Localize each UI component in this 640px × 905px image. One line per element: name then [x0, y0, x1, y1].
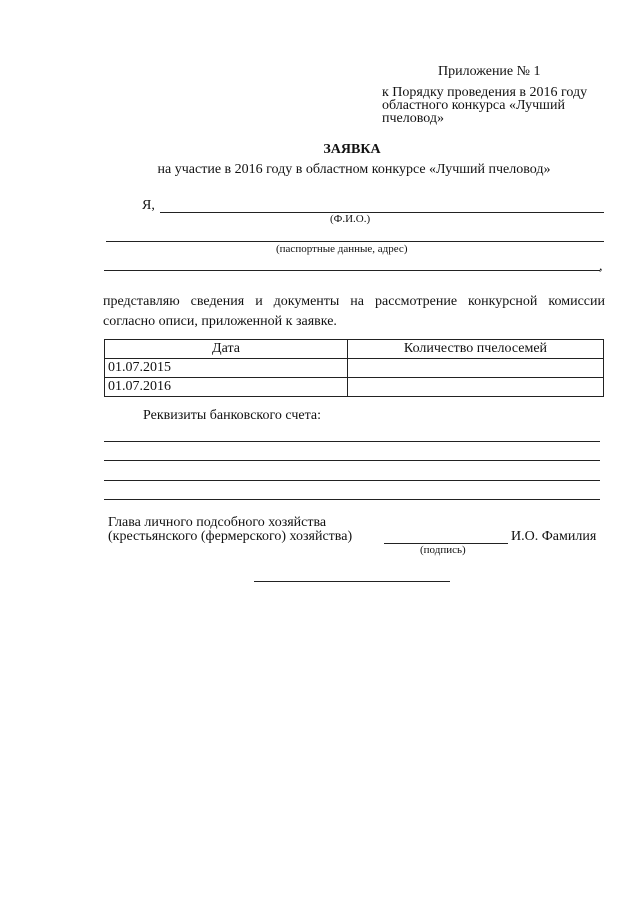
bank-blank-line-4	[104, 499, 600, 500]
table-header-colonies: Количество пчелосемей	[348, 340, 604, 359]
table-row	[105, 359, 604, 378]
address-trailing-comma: ,	[599, 259, 603, 274]
table-cell-date: 01.07.2015	[105, 359, 348, 378]
document-subtitle: на участие в 2016 году в областном конкурсе «Лучший пчеловод»	[157, 162, 551, 177]
address-blank-line	[104, 270, 600, 271]
passport-blank-line	[106, 241, 604, 242]
fio-blank-line	[160, 212, 604, 213]
appendix-line-1: к Порядку проведения в 2016 году	[382, 85, 588, 100]
statement-paragraph	[103, 292, 605, 332]
bee-colonies-table	[104, 339, 604, 397]
table-cell-colonies	[348, 359, 604, 378]
passport-caption: (паспортные данные, адрес)	[276, 243, 408, 255]
table-header-date: Дата	[105, 340, 348, 359]
signature-caption: (подпись)	[420, 544, 466, 556]
bank-blank-line-3	[104, 480, 600, 481]
appendix-line-3: пчеловод»	[382, 111, 444, 126]
bank-blank-line-1	[104, 441, 600, 442]
bank-details-label: Реквизиты банковского счета:	[143, 408, 321, 423]
document-title: ЗАЯВКА	[323, 142, 381, 157]
table-header-row	[105, 340, 604, 359]
fio-caption: (Ф.И.О.)	[330, 213, 371, 225]
statement-line-2: согласно описи, приложенной к заявке.	[103, 314, 337, 329]
table-cell-colonies	[348, 378, 604, 397]
table-cell-date: 01.07.2016	[105, 378, 348, 397]
appendix-title: Приложение № 1	[438, 64, 541, 79]
footer-separator-line	[254, 581, 450, 582]
table-row	[105, 378, 604, 397]
appendix-line-2: областного конкурса «Лучший	[382, 98, 565, 113]
signer-name: И.О. Фамилия	[511, 529, 597, 544]
bank-blank-line-2	[104, 460, 600, 461]
signer-role-line-2: (крестьянского (фермерского) хозяйства)	[108, 529, 353, 544]
applicant-prefix: Я,	[142, 198, 155, 213]
signer-role-line-1: Глава личного подсобного хозяйства	[108, 515, 327, 530]
statement-line-1: представляю сведения и документы на рассмотрение конкурсной комиссии	[103, 294, 605, 309]
